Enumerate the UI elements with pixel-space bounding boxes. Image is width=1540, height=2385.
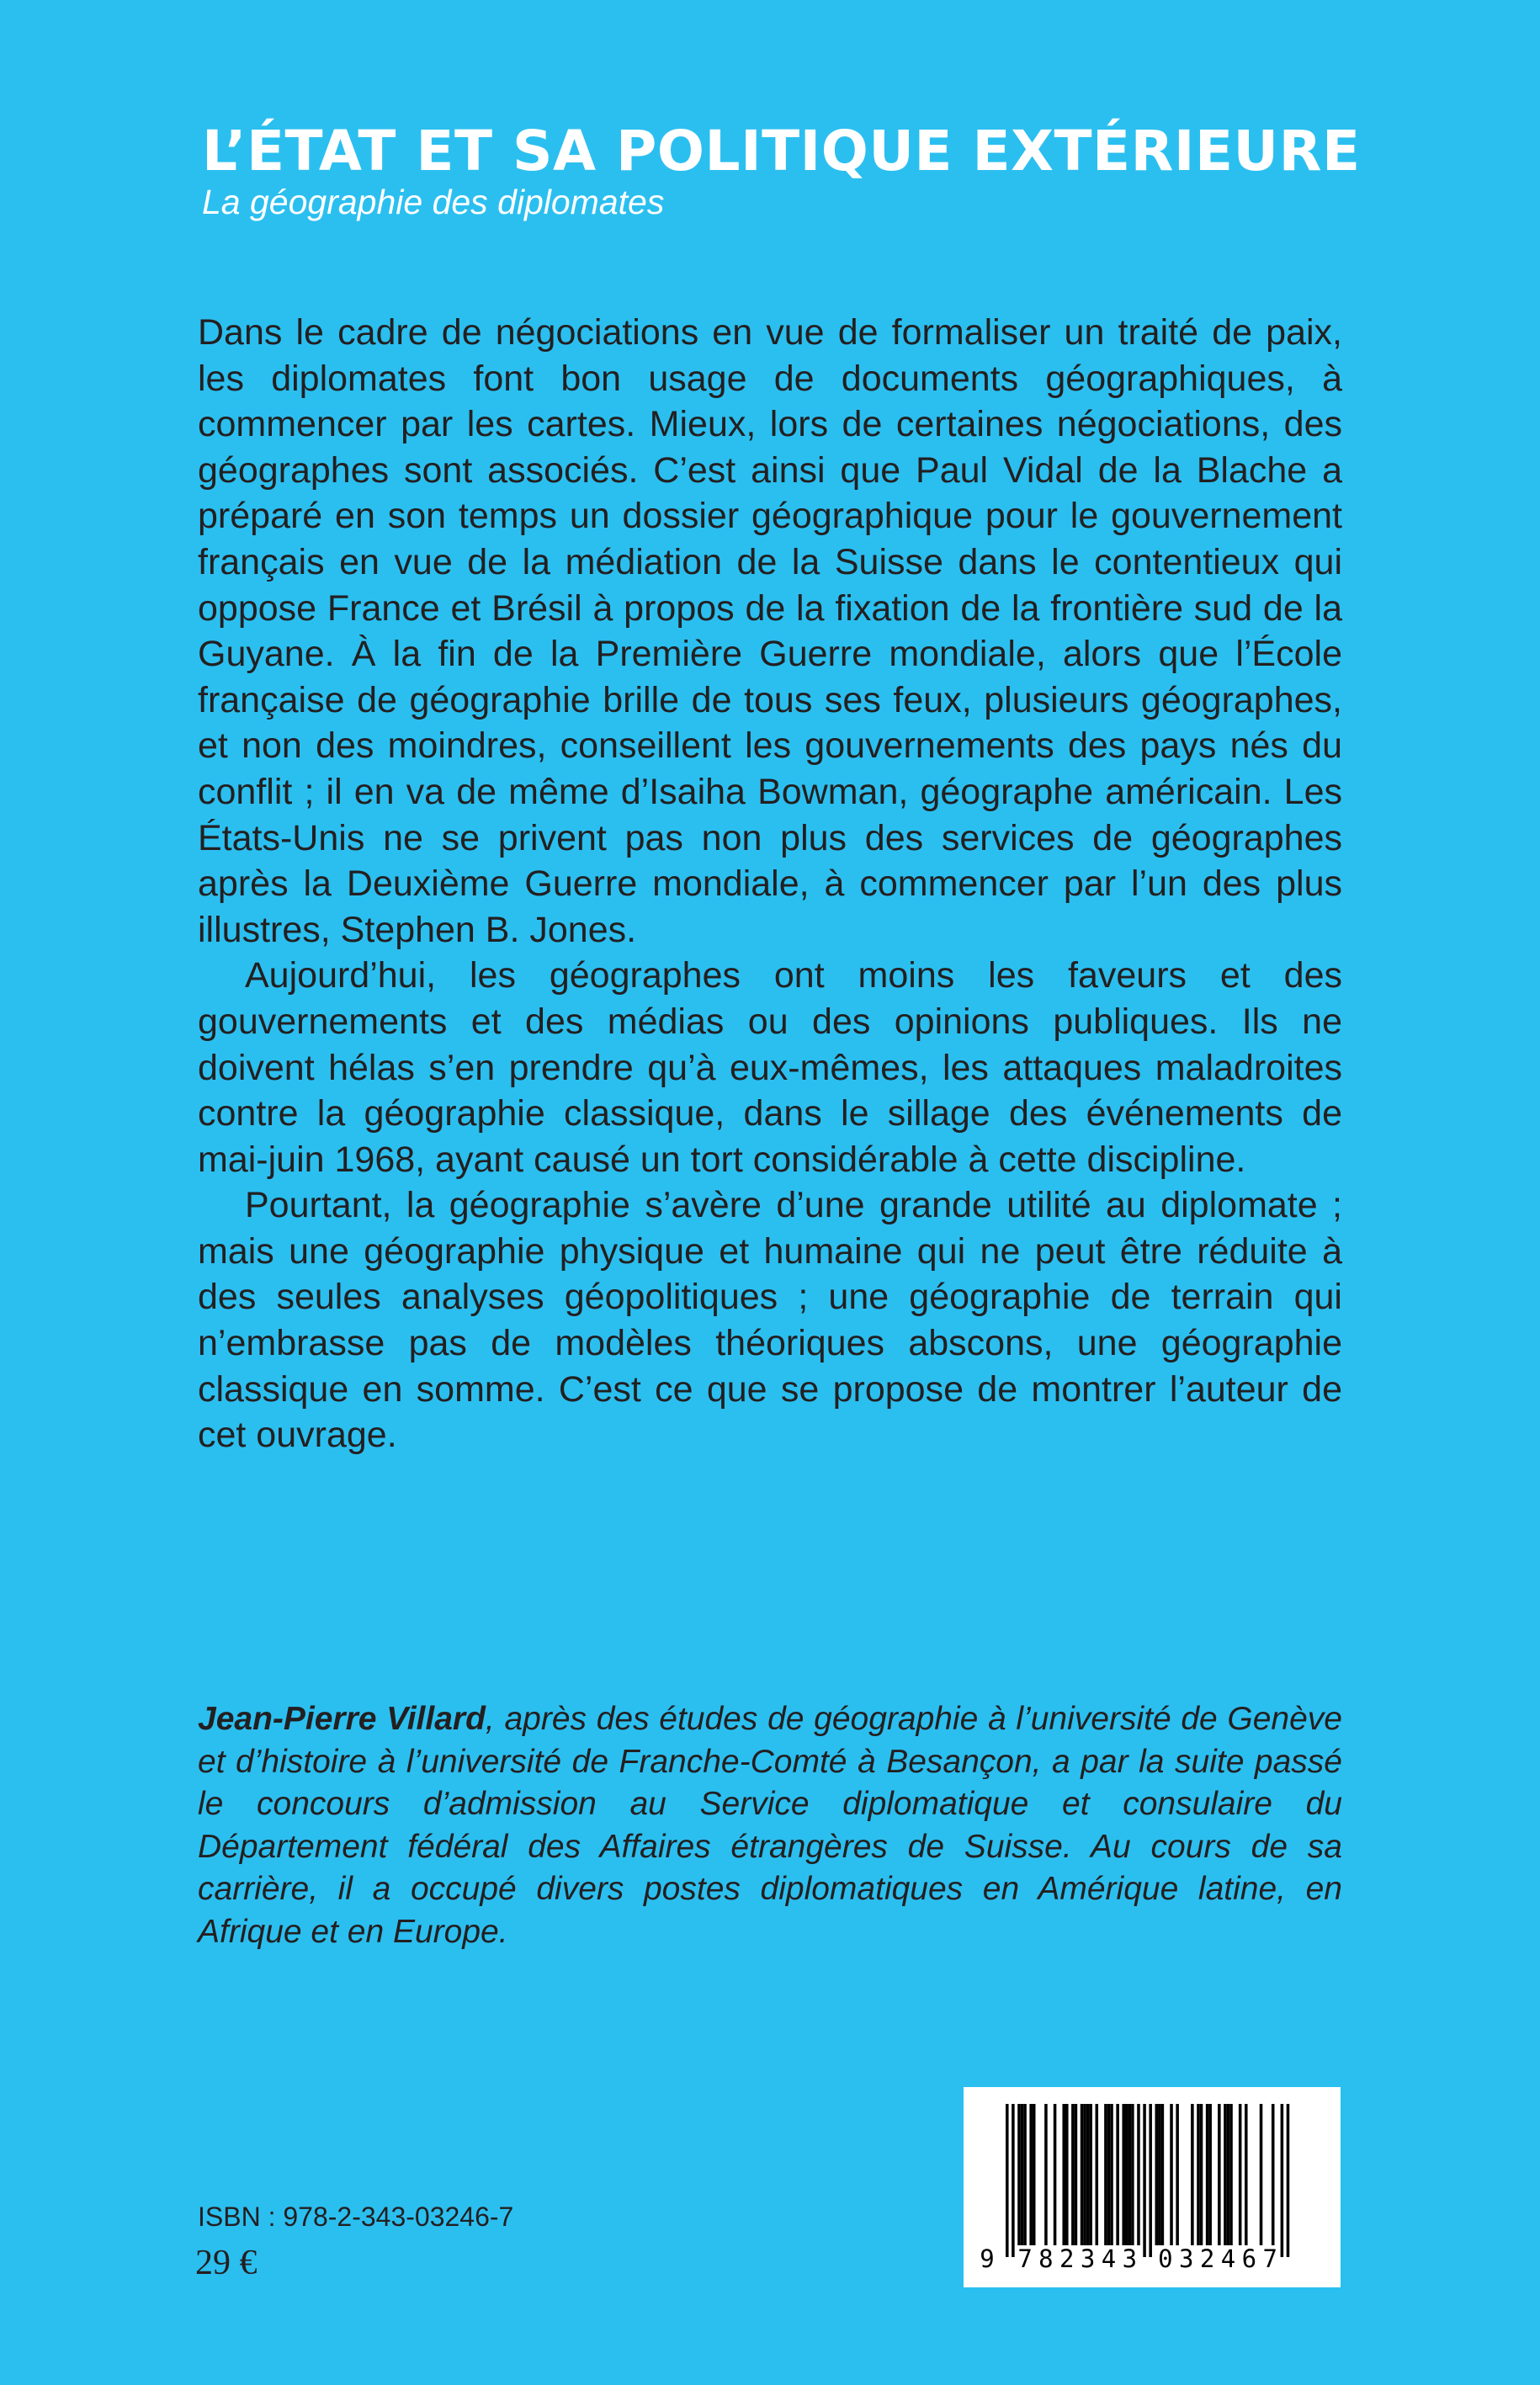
barcode-bar — [1197, 2104, 1200, 2245]
barcode-bar — [1227, 2104, 1230, 2245]
barcode-bar — [1021, 2104, 1024, 2245]
barcode-bar — [1272, 2104, 1275, 2245]
barcode-bar — [1137, 2104, 1140, 2245]
barcode-bar — [1200, 2104, 1203, 2245]
blurb-paragraph-2: Aujourd’hui, les géographes ont moins les faveurs et des gouvernements et des médias ou des opinions publiques. Ils ne doivent hélas s’en prendre qu’à eux-mêmes, les attaques maladroites contre la géographie classique, dans le sillage des événements de mai-juin 1968, ayant causé un tort considérable à cette discipline. — [198, 955, 1342, 1180]
barcode-digit: 3 — [1122, 2244, 1138, 2273]
barcode-bar — [1224, 2104, 1227, 2245]
barcode-digit: 4 — [1101, 2244, 1117, 2273]
barcode-bar — [1044, 2104, 1048, 2245]
barcode-bar — [1110, 2104, 1113, 2245]
barcode-bar — [1029, 2104, 1033, 2245]
barcode-bar — [1176, 2104, 1179, 2245]
barcode-bar — [1158, 2104, 1161, 2245]
barcode-bar — [1206, 2104, 1209, 2245]
barcode-bar — [1062, 2104, 1065, 2245]
barcode-digit: 7 — [1017, 2244, 1033, 2273]
barcode-digit: 9 — [980, 2244, 995, 2273]
barcode-bar — [1086, 2104, 1090, 2245]
barcode-digit: 0 — [1158, 2244, 1173, 2273]
barcode-digit: 3 — [1080, 2244, 1096, 2273]
book-title: L’ÉTAT ET SA POLITIQUE EXTÉRIEURE — [202, 119, 1361, 183]
barcode-bar — [1208, 2104, 1212, 2245]
barcode-bar — [1239, 2104, 1242, 2245]
author-bio-text: , après des études de géographie à l’université de Genève et d’histoire à l’université de Franche-Comté à Besançon, a par la suite passé le concours d’admission au Service diplomatique et consulaire du Département fédéral des Affaires étrangères de Suisse. Au cours de sa carrière, il a occupé divers postes diplomatiques en Amérique latine, en Afrique et en Europe. — [198, 1701, 1342, 1950]
barcode-bar — [1012, 2104, 1015, 2257]
barcode-digit: 2 — [1059, 2244, 1075, 2273]
barcode-digit: 8 — [1038, 2244, 1054, 2273]
isbn: ISBN : 978-2-343-03246-7 — [198, 2202, 514, 2232]
blurb-paragraph-3: Pourtant, la géographie s’avère d’une grande utilité au diplomate ; mais une géographie physique et humaine qui ne peut être réduite à des seules analyses géopolitiques ; une géographie de terrain qui n’embrasse pas de modèles théoriques abscons, une géographie classique en somme. C’est ce que se propose de montrer l’auteur de cet ouvrage. — [198, 1185, 1342, 1456]
barcode-bar — [1128, 2104, 1132, 2245]
barcode-bar — [1229, 2104, 1233, 2245]
barcode-digit: 4 — [1220, 2244, 1236, 2273]
barcode-bar — [1191, 2104, 1194, 2245]
barcode-bar — [1081, 2104, 1084, 2245]
blurb-paragraph-1: Dans le cadre de négociations en vue de formaliser un traité de paix, les diplomates font bon usage de documents géographiques, à commencer par les cartes. Mieux, lors de certaines négociations, des géographes sont associés. C’est ainsi que Paul Vidal de la Blache a préparé en son temps un dossier géographique pour le gouvernement français en vue de la médiation de la Suisse dans le contentieux qui oppose France et Brésil à propos de la fixation de la frontière sud de la Guyane. À la fin de la Première Guerre mondiale, alors que l’École française de géographie brille de tous ses feux, plusieurs géographes, et non des moindres, conseillent les gouvernements des pays nés du conflit ; il en va de même d’Isaiha Bowman, géographe américain. Les États-Unis ne se privent pas non plus des services de géographes après la Deuxième Guerre mondiale, à commencer par l’un des plus illustres, Stephen B. Jones. — [198, 312, 1342, 950]
barcode-bar — [1104, 2104, 1107, 2245]
barcode-digit: 6 — [1241, 2244, 1257, 2273]
barcode-bar — [1170, 2104, 1173, 2245]
barcode-bar — [1143, 2104, 1146, 2257]
barcode-digit: 3 — [1179, 2244, 1194, 2273]
barcode-bar — [1161, 2104, 1165, 2245]
barcode-bar — [1065, 2104, 1069, 2245]
barcode-bar — [1125, 2104, 1128, 2245]
barcode-bar — [1089, 2104, 1092, 2245]
barcode — [964, 2087, 1341, 2287]
author-name: Jean-Pierre Villard — [198, 1701, 486, 1737]
barcode-bar — [1218, 2104, 1221, 2245]
barcode-digit: 7 — [1262, 2244, 1277, 2273]
barcode-bar — [1006, 2104, 1009, 2257]
barcode-bar — [1075, 2104, 1078, 2245]
back-cover-blurb — [198, 310, 1342, 1458]
price: 29 € — [195, 2244, 258, 2282]
barcode-bar — [1245, 2104, 1248, 2245]
barcode-digit: 2 — [1199, 2244, 1215, 2273]
barcode-bar — [1054, 2104, 1057, 2245]
barcode-bar — [1122, 2104, 1125, 2245]
barcode-bar — [1107, 2104, 1111, 2245]
barcode-bar — [1071, 2104, 1075, 2245]
barcode-bar — [1155, 2104, 1159, 2245]
author-bio — [198, 1698, 1342, 1953]
barcode-bar — [1260, 2104, 1263, 2245]
barcode-bar — [1149, 2104, 1152, 2257]
barcode-bar — [1287, 2104, 1290, 2257]
barcode-bar — [1017, 2104, 1021, 2245]
barcode-bar — [1281, 2104, 1284, 2257]
book-subtitle: La géographie des diplomates — [202, 183, 665, 221]
barcode-graphic — [964, 2087, 1341, 2287]
barcode-bar — [1131, 2104, 1134, 2245]
barcode-bar — [1023, 2104, 1027, 2245]
barcode-bar — [1083, 2104, 1086, 2245]
barcode-bar — [1096, 2104, 1099, 2245]
barcode-bar — [1116, 2104, 1119, 2245]
barcode-bar — [1033, 2104, 1036, 2245]
